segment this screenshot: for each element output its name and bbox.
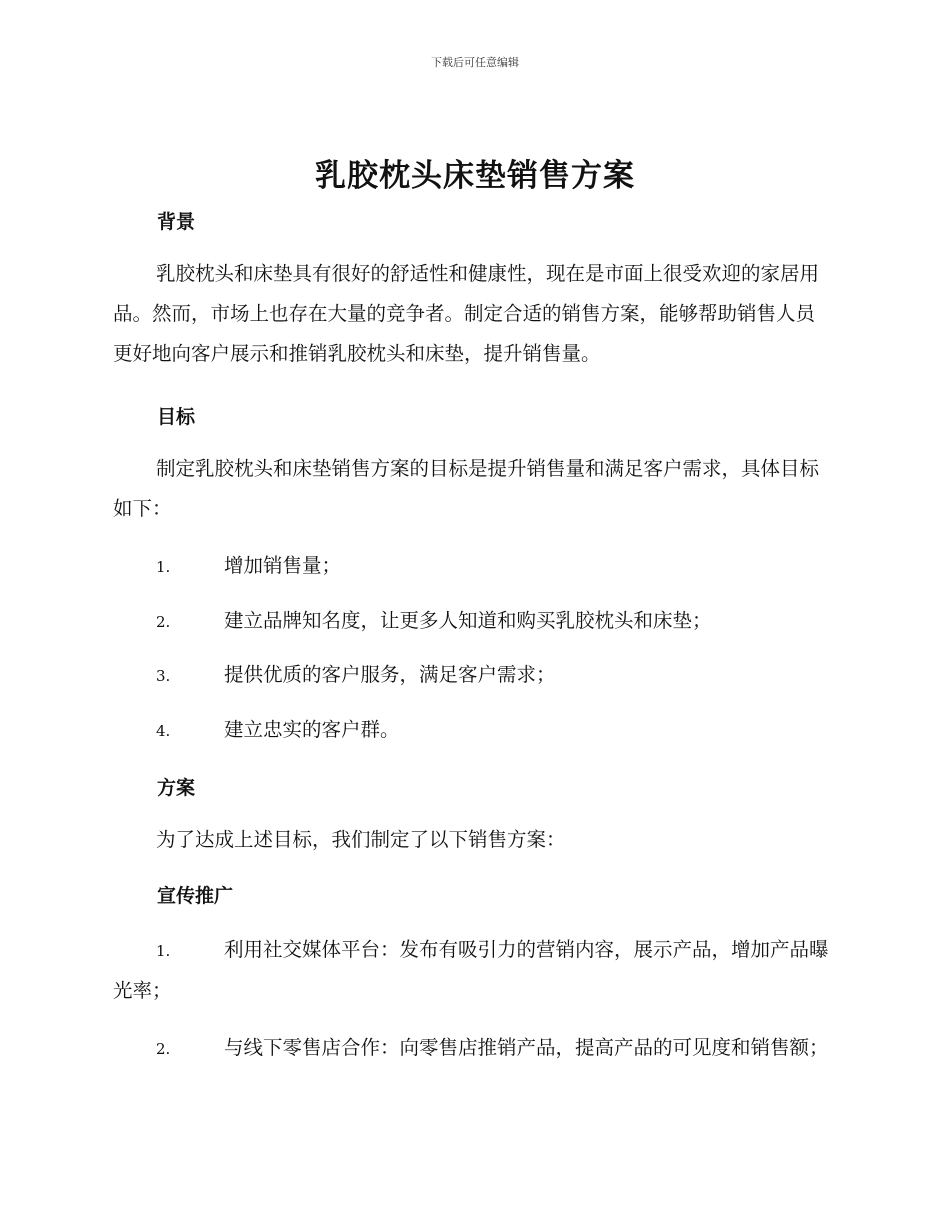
paragraph-plan: 为了达成上述目标，我们制定了以下销售方案： <box>156 828 566 851</box>
goal-list-item <box>113 601 833 642</box>
promotion-list-item <box>113 930 833 1011</box>
list-number: 1. <box>156 558 171 576</box>
list-text: 增加销售量； <box>224 554 342 577</box>
promotion-list-item <box>113 1028 833 1069</box>
heading-goal: 目标 <box>157 406 196 428</box>
goal-list-item <box>113 546 833 587</box>
document-title: 乳胶枕头床垫销售方案 <box>315 158 635 194</box>
list-number: 3. <box>156 667 171 685</box>
header-note: 下载后可任意编辑 <box>431 56 519 69</box>
list-number: 2. <box>156 613 171 631</box>
list-text: 利用社交媒体平台：发布有吸引力的营销内容，展示产品，增加产品曝光率； <box>113 938 829 1002</box>
paragraph-goal: 制定乳胶枕头和床垫销售方案的目标是提升销售量和满足客户需求，具体目标如下： <box>113 457 820 520</box>
list-text: 与线下零售店合作：向零售店推销产品，提高产品的可见度和销售额； <box>224 1036 829 1059</box>
list-number: 1. <box>156 942 171 960</box>
paragraph-background: 乳胶枕头和床垫具有很好的舒适性和健康性，现在是市面上很受欢迎的家居用品。然而，市场上也存在大量的竞争者。制定合适的销售方案，能够帮助销售人员更好地向客户展示和推销乳胶枕头和床垫，提升销售量。 <box>113 262 820 365</box>
list-text: 建立忠实的客户群。 <box>224 718 400 741</box>
list-text: 建立品牌知名度，让更多人知道和购买乳胶枕头和床垫； <box>224 609 712 632</box>
goal-list-item <box>113 710 833 751</box>
list-number: 4. <box>156 722 171 740</box>
list-number: 2. <box>156 1040 171 1058</box>
heading-plan: 方案 <box>157 777 196 799</box>
list-text: 提供优质的客户服务，满足客户需求； <box>224 663 556 686</box>
goal-list-item <box>113 655 833 696</box>
heading-promotion: 宣传推广 <box>157 885 234 907</box>
heading-background: 背景 <box>157 211 196 233</box>
